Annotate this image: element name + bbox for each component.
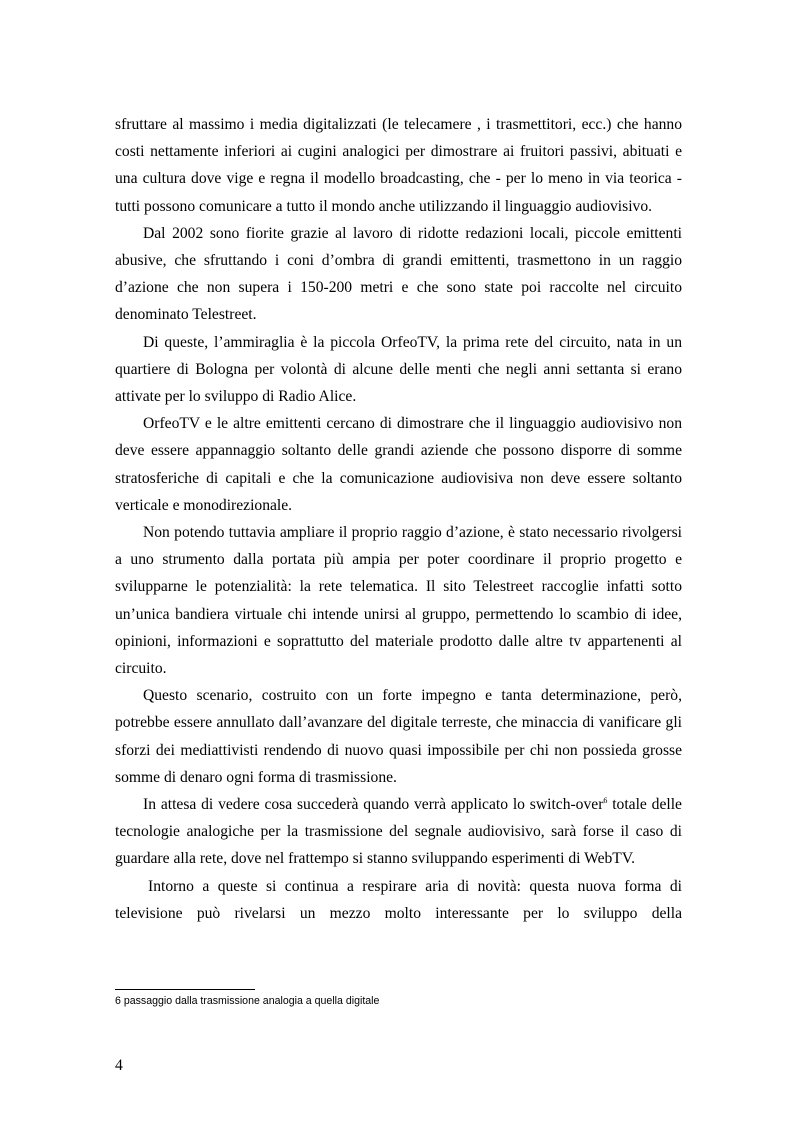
paragraph-7	[115, 791, 682, 873]
paragraph-5: Non potendo tuttavia ampliare il proprio raggio d’azione, è stato necessario rivolgersi a uno strumento dalla portata più ampia per poter coordinare il proprio progetto e svilupparne le potenzialità: la rete telematica. Il sito Telestreet raccoglie infatti sotto un’unica bandiera virtuale chi intende unirsi al gruppo, permettendo lo scambio di idee, opinioni, informazioni e soprattutto del materiale prodotto dalle altre tv appartenenti al circuito.	[115, 524, 682, 678]
paragraph-8: Intorno a queste si continua a respirare aria di novità: questa nuova forma di televisione può rivelarsi un mezzo molto interessante per lo sviluppo della	[115, 877, 682, 922]
page-number: 4	[115, 1057, 123, 1074]
footnote: 6 passaggio dalla trasmissione analogia a quella digitale	[115, 995, 380, 1007]
paragraph-3: Di queste, l’ammiraglia è la piccola OrfeoTV, la prima rete del circuito, nata in un quartiere di Bologna per volontà di alcune delle menti che negli anni settanta si erano attivate per lo sviluppo di Radio Alice.	[115, 333, 682, 406]
paragraph-2: Dal 2002 sono fiorite grazie al lavoro di ridotte redazioni locali, piccole emittenti abusive, che sfruttando i coni d’ombra di grandi emittenti, trasmettono in un raggio d’azione che non supera i 150-200 metri e che sono state poi raccolte nel circuito denominato Telestreet.	[115, 224, 682, 324]
body-text	[115, 111, 682, 927]
paragraph-1: sfruttare al massimo i media digitalizzati (le telecamere , i trasmettitori, ecc.) che hanno costi nettamente inferiori ai cugini analogici per dimostrare ai fruitori passivi, abituati e una cultura dove vige e regna il modello broadcasting, che - per lo meno in via teorica - tutti possono comunicare a tutto il mondo anche utilizzando il linguaggio audiovisivo.	[115, 116, 682, 215]
paragraph-7-text-end: totale delle tecnologie analogiche per la trasmissione del segnale audiovisivo, sarà forse il caso di guardare alla rete, dove nel frattempo si stanno sviluppando esperimenti di WebTV.	[115, 796, 682, 868]
footnote-separator	[115, 989, 255, 990]
paragraph-6: Questo scenario, costruito con un forte impegno e tanta determinazione, però, potrebbe essere annullato dall’avanzare del digitale terreste, che minaccia di vanificare gli sforzi dei mediattivisti rendendo di nuovo quasi impossibile per chi non possieda grosse somme di denaro ogni forma di trasmissione.	[115, 687, 682, 786]
paragraph-4: OrfeoTV e le altre emittenti cercano di dimostrare che il linguaggio audiovisivo non deve essere appannaggio soltanto delle grandi aziende che possono disporre di somme stratosferiche di capitali e che la comunicazione audiovisiva non deve essere soltanto verticale e monodirezionale.	[115, 415, 682, 514]
paragraph-7-text-start: In attesa di vedere cosa succederà quando verrà applicato lo switch-over	[143, 796, 604, 814]
footnote-reference: 6	[603, 795, 608, 805]
